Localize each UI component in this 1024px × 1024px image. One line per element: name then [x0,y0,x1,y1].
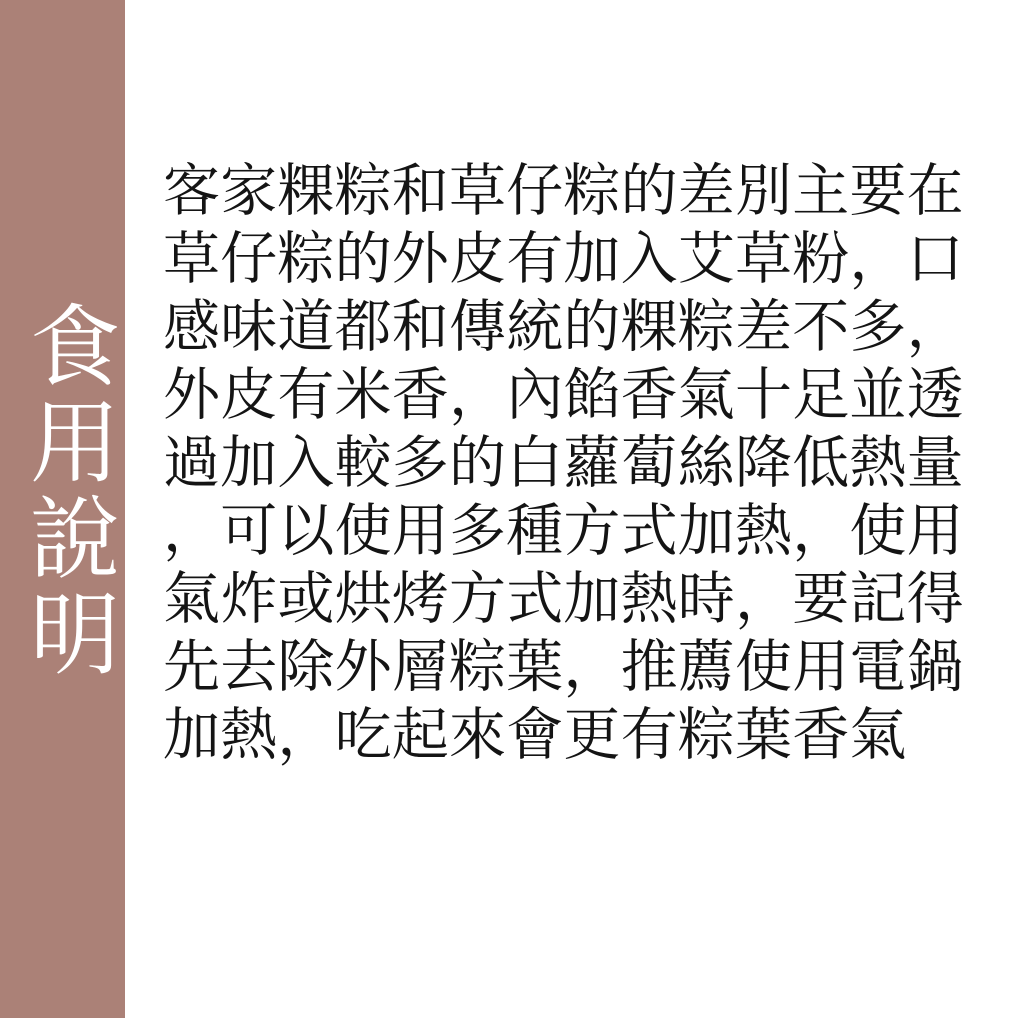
section-label-bar [0,0,125,1018]
description-line: 外皮有米香，內餡香氣十足並透 [163,363,964,427]
description-line: 過加入較多的白蘿蔔絲降低熱量 [163,431,964,495]
description-line: 感味道都和傳統的粿粽差不多， [163,295,964,359]
description-line: 氣炸或烘烤方式加熱時，要記得 [163,567,964,631]
description-line: 客家粿粽和草仔粽的差別主要在 [163,159,964,223]
description-line: ，可以使用多種方式加熱，使用 [163,499,964,563]
description-line: 草仔粽的外皮有加入艾草粉，口 [163,227,964,291]
description-text-block [163,157,993,769]
description-line: 先去除外層粽葉，推薦使用電鍋 [163,635,964,699]
section-title: 食用說明 [16,299,116,683]
description-line: 加熱，吃起來會更有粽葉香氣 [163,703,907,767]
